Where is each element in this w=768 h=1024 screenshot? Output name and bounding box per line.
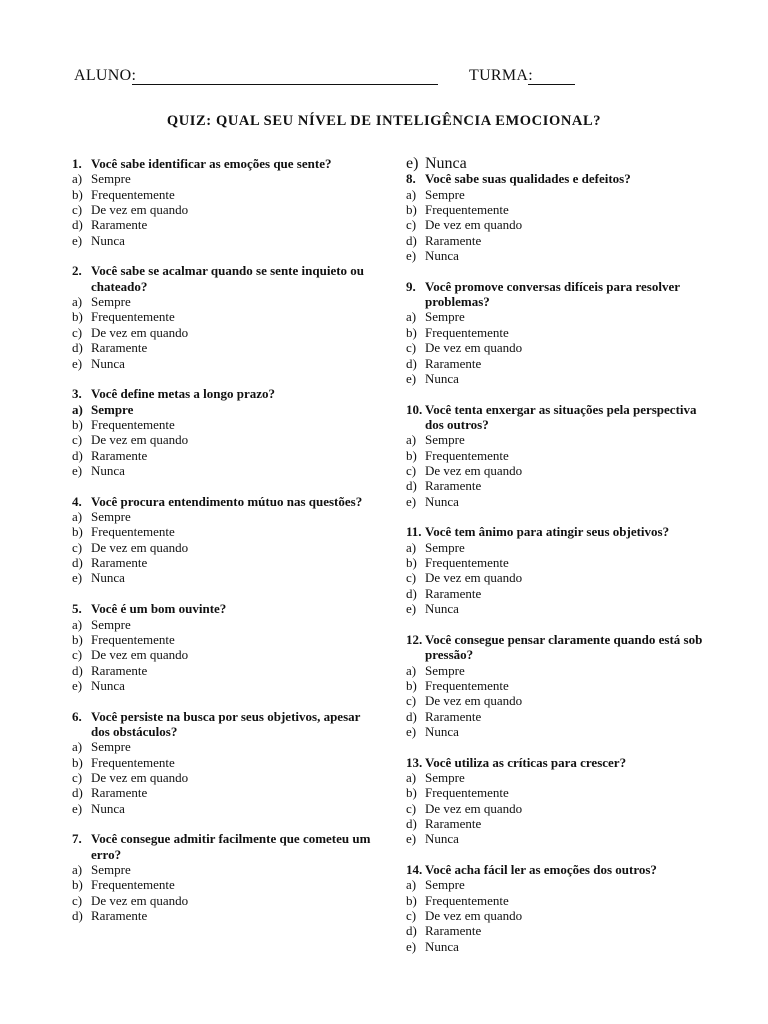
question-number: 6. (72, 708, 82, 724)
question-5 (72, 601, 372, 693)
option-letter: c) (406, 800, 417, 816)
option-label: De vez em quando (91, 892, 189, 908)
option-d[interactable] (406, 233, 706, 248)
question-number: 4. (72, 493, 82, 509)
option-label: Sempre (91, 739, 131, 755)
option-letter: a) (406, 769, 417, 785)
option-d[interactable] (406, 709, 706, 724)
question-label: Você utiliza as críticas para crescer? (425, 754, 627, 770)
option-a[interactable] (406, 432, 706, 447)
option-letter: b) (406, 202, 417, 218)
option-e[interactable] (406, 156, 706, 171)
option-letter: a) (72, 862, 83, 878)
question-number: 10. (406, 401, 423, 417)
option-letter: b) (406, 447, 417, 463)
option-label: Nunca (91, 462, 125, 478)
option-letter: d) (72, 447, 83, 463)
option-a[interactable] (406, 187, 706, 202)
option-a[interactable] (72, 171, 372, 186)
left-column (72, 156, 372, 923)
option-letter: d) (72, 908, 83, 924)
option-e[interactable] (72, 678, 372, 693)
option-label: De vez em quando (425, 462, 523, 478)
option-letter: d) (72, 217, 83, 233)
option-a[interactable] (72, 402, 372, 417)
option-label: Sempre (91, 862, 131, 878)
option-letter: e) (72, 355, 83, 371)
option-label: De vez em quando (91, 647, 189, 663)
question-3 (72, 386, 372, 478)
right-column (406, 156, 706, 954)
option-d[interactable] (72, 785, 372, 800)
option-d[interactable] (72, 663, 372, 678)
option-b[interactable] (72, 877, 372, 892)
question-text (72, 831, 372, 862)
option-b[interactable] (72, 417, 372, 432)
option-a[interactable] (72, 509, 372, 524)
option-b[interactable] (406, 202, 706, 217)
option-d[interactable] (72, 908, 372, 923)
option-letter: e) (72, 232, 83, 248)
option-letter: c) (72, 769, 83, 785)
option-letter: d) (406, 816, 417, 832)
option-letter: b) (406, 324, 417, 340)
option-letter: e) (406, 370, 417, 386)
option-label: De vez em quando (425, 693, 523, 709)
option-d[interactable] (406, 478, 706, 493)
option-e[interactable] (72, 801, 372, 816)
option-c[interactable] (406, 570, 706, 585)
option-letter: c) (406, 462, 417, 478)
option-letter: d) (406, 232, 417, 248)
option-label: Raramente (91, 217, 148, 233)
option-label: Raramente (91, 447, 148, 463)
option-letter: d) (406, 585, 417, 601)
option-label: Nunca (425, 155, 467, 172)
question-label: Você é um bom ouvinte? (91, 601, 227, 617)
option-letter: a) (406, 877, 417, 893)
option-letter: d) (406, 923, 417, 939)
option-e[interactable] (72, 356, 372, 371)
option-letter: d) (72, 555, 83, 571)
option-label: Sempre (91, 294, 131, 310)
question-label: Você persiste na busca por seus objetivos, apesar dos obstáculos? (91, 708, 361, 739)
option-label: Frequentemente (91, 416, 175, 432)
option-label: Frequentemente (425, 447, 509, 463)
question-label: Você sabe identificar as emoções que sente? (91, 156, 332, 171)
option-label: Sempre (91, 509, 131, 525)
option-label: Raramente (91, 785, 148, 801)
option-label: Sempre (425, 432, 465, 448)
option-letter: b) (72, 524, 83, 540)
option-d[interactable] (72, 448, 372, 463)
option-label: De vez em quando (425, 570, 523, 586)
option-label: Raramente (425, 232, 482, 248)
option-e[interactable] (72, 233, 372, 248)
option-a[interactable] (406, 877, 706, 892)
question-7 (72, 831, 372, 923)
option-c[interactable] (406, 693, 706, 708)
option-letter: a) (406, 539, 417, 555)
option-a[interactable] (406, 309, 706, 324)
option-letter: a) (72, 401, 83, 417)
option-c[interactable] (72, 893, 372, 908)
option-letter: d) (72, 340, 83, 356)
option-label: Nunca (425, 248, 459, 264)
option-letter: d) (72, 785, 83, 801)
option-b[interactable] (72, 309, 372, 324)
quiz-title: QUIZ: QUAL SEU NÍVEL DE INTELIGÊNCIA EMOCIONAL? (166, 113, 602, 129)
option-label: Nunca (425, 493, 459, 509)
question-9 (406, 279, 706, 386)
option-label: De vez em quando (91, 202, 189, 218)
option-a[interactable] (72, 862, 372, 877)
option-letter: b) (72, 186, 83, 202)
question-text (72, 709, 372, 740)
option-label: Nunca (425, 601, 459, 617)
option-label: Sempre (425, 309, 465, 325)
option-letter: c) (72, 647, 83, 663)
question-text (72, 601, 372, 616)
question-number: 1. (72, 156, 82, 171)
option-label: Raramente (91, 340, 148, 356)
aluno-label: ALUNO: (74, 67, 137, 84)
question-14 (406, 862, 706, 954)
option-letter: c) (406, 570, 417, 586)
option-letter: e) (72, 570, 83, 586)
question-label: Você sabe se acalmar quando se sente inquieto ou chateado? (91, 263, 365, 294)
option-letter: a) (72, 616, 83, 632)
question-1 (72, 156, 372, 248)
option-label: De vez em quando (425, 217, 523, 233)
option-a[interactable] (72, 617, 372, 632)
option-e[interactable] (406, 939, 706, 954)
option-letter: c) (406, 908, 417, 924)
option-label: De vez em quando (425, 800, 523, 816)
option-letter: b) (406, 892, 417, 908)
question-4 (72, 494, 372, 586)
option-label: Frequentemente (91, 186, 175, 202)
option-letter: d) (72, 662, 83, 678)
option-letter: a) (72, 509, 83, 525)
option-letter: a) (72, 171, 83, 187)
option-label: Sempre (91, 401, 134, 417)
option-letter: b) (72, 877, 83, 893)
question-text (406, 171, 706, 186)
question-label: Você define metas a longo prazo? (91, 386, 276, 402)
option-a[interactable] (406, 540, 706, 555)
option-d[interactable] (406, 586, 706, 601)
option-letter: a) (72, 294, 83, 310)
option-label: Nunca (425, 938, 459, 954)
option-label: Sempre (91, 171, 131, 187)
question-text (72, 263, 372, 294)
option-c[interactable] (72, 770, 372, 785)
option-label: Frequentemente (425, 892, 509, 908)
option-label: Raramente (425, 816, 482, 832)
option-label: Sempre (91, 616, 131, 632)
option-label: Raramente (91, 908, 148, 924)
option-c[interactable] (72, 432, 372, 447)
option-d[interactable] (72, 555, 372, 570)
question-label: Você consegue pensar claramente quando está sob pressão? (425, 631, 703, 663)
option-label: Raramente (425, 923, 482, 939)
option-d[interactable] (72, 340, 372, 355)
option-letter: c) (406, 693, 417, 709)
question-6 (72, 709, 372, 816)
option-label: Frequentemente (425, 202, 509, 218)
option-label: Raramente (91, 555, 148, 571)
option-letter: b) (406, 677, 417, 693)
option-b[interactable] (406, 893, 706, 908)
option-label: Frequentemente (425, 555, 509, 571)
option-d[interactable] (406, 923, 706, 938)
option-a[interactable] (72, 294, 372, 309)
option-c[interactable] (72, 647, 372, 662)
student-header (74, 67, 694, 89)
question-label: Você acha fácil ler as emoções dos outros? (425, 862, 657, 878)
option-letter: c) (72, 539, 83, 555)
option-b[interactable] (406, 325, 706, 340)
option-label: Sempre (425, 186, 465, 202)
option-label: Raramente (425, 478, 482, 494)
option-letter: b) (72, 631, 83, 647)
option-label: Nunca (425, 831, 459, 847)
option-letter: b) (72, 754, 83, 770)
option-letter: b) (406, 555, 417, 571)
question-11 (406, 524, 706, 616)
option-label: Nunca (91, 570, 125, 586)
option-e[interactable] (406, 724, 706, 739)
question-number: 14. (406, 862, 423, 878)
option-label: De vez em quando (91, 432, 189, 448)
option-e[interactable] (406, 831, 706, 846)
option-label: Frequentemente (91, 524, 175, 540)
option-label: Frequentemente (425, 677, 509, 693)
question-13 (406, 755, 706, 847)
option-b[interactable] (72, 187, 372, 202)
turma-blank[interactable] (528, 84, 575, 85)
option-a[interactable] (406, 770, 706, 785)
question-10 (406, 402, 706, 509)
option-label: Sempre (425, 539, 465, 555)
option-label: Frequentemente (91, 754, 175, 770)
question-text (406, 755, 706, 770)
option-label: Sempre (425, 662, 465, 678)
option-label: Frequentemente (425, 785, 509, 801)
option-c[interactable] (406, 217, 706, 232)
option-label: De vez em quando (425, 908, 523, 924)
option-letter: a) (406, 309, 417, 325)
option-e[interactable] (406, 601, 706, 616)
option-b[interactable] (406, 555, 706, 570)
option-letter: b) (72, 309, 83, 325)
option-c[interactable] (406, 801, 706, 816)
question-8 (406, 171, 706, 263)
option-label: Raramente (91, 662, 148, 678)
option-c[interactable] (72, 540, 372, 555)
option-letter: d) (406, 355, 417, 371)
option-label: Frequentemente (91, 877, 175, 893)
option-label: De vez em quando (91, 769, 189, 785)
option-a[interactable] (72, 739, 372, 754)
option-letter: c) (72, 432, 83, 448)
option-label: Nunca (91, 355, 125, 371)
option-letter: b) (72, 416, 83, 432)
option-e[interactable] (72, 463, 372, 478)
option-letter: c) (72, 892, 83, 908)
question-number: 9. (406, 278, 416, 294)
question-number: 2. (72, 263, 82, 279)
turma-label: TURMA: (469, 67, 534, 84)
option-c[interactable] (72, 202, 372, 217)
option-c[interactable] (72, 325, 372, 340)
option-letter: a) (406, 662, 417, 678)
option-label: Nunca (91, 677, 125, 693)
question-number: 8. (406, 171, 416, 187)
option-label: Raramente (425, 585, 482, 601)
option-e[interactable] (406, 371, 706, 386)
question-label: Você procura entendimento mútuo nas questões? (91, 493, 363, 509)
option-e[interactable] (72, 570, 372, 585)
question-number: 7. (72, 831, 82, 847)
option-c[interactable] (406, 463, 706, 478)
option-letter: d) (406, 708, 417, 724)
option-letter: c) (72, 202, 83, 218)
question-number: 12. (406, 631, 423, 647)
option-letter: e) (406, 155, 419, 172)
option-letter: a) (406, 186, 417, 202)
option-d[interactable] (406, 356, 706, 371)
question-text (406, 862, 706, 877)
question-text (72, 494, 372, 509)
option-label: Sempre (425, 877, 465, 893)
question-text (406, 402, 706, 433)
option-e[interactable] (406, 494, 706, 509)
option-label: Nunca (425, 370, 459, 386)
option-label: De vez em quando (91, 539, 189, 555)
option-c[interactable] (406, 340, 706, 355)
option-letter: c) (406, 217, 417, 233)
question-2 (72, 263, 372, 370)
option-letter: e) (406, 601, 417, 617)
option-letter: c) (72, 324, 83, 340)
question-number: 3. (72, 386, 82, 402)
option-d[interactable] (406, 816, 706, 831)
question-number: 5. (72, 601, 82, 617)
option-c[interactable] (406, 908, 706, 923)
option-label: Nunca (91, 232, 125, 248)
option-a[interactable] (406, 663, 706, 678)
option-b[interactable] (72, 524, 372, 539)
option-letter: e) (406, 248, 417, 264)
question-text (72, 386, 372, 401)
option-letter: e) (406, 831, 417, 847)
option-label: De vez em quando (425, 340, 523, 356)
question-text (72, 156, 372, 171)
option-letter: e) (406, 938, 417, 954)
option-letter: a) (406, 432, 417, 448)
question-label: Você tem ânimo para atingir seus objetivos? (425, 524, 670, 540)
option-b[interactable] (72, 755, 372, 770)
question-label: Você sabe suas qualidades e defeitos? (425, 171, 631, 187)
question-text (406, 524, 706, 539)
option-letter: e) (72, 462, 83, 478)
option-letter: b) (406, 785, 417, 801)
question-label: Você tenta enxergar as situações pela perspectiva dos outros? (425, 401, 697, 432)
option-letter: a) (72, 739, 83, 755)
option-label: Raramente (425, 355, 482, 371)
question-12 (406, 632, 706, 739)
option-label: De vez em quando (91, 324, 189, 340)
option-label: Frequentemente (425, 324, 509, 340)
option-letter: e) (406, 493, 417, 509)
option-b[interactable] (72, 632, 372, 647)
option-d[interactable] (72, 217, 372, 232)
option-letter: e) (72, 800, 83, 816)
option-label: Nunca (425, 723, 459, 739)
option-letter: e) (72, 677, 83, 693)
aluno-name-blank[interactable] (132, 84, 438, 85)
option-letter: e) (406, 723, 417, 739)
option-label: Frequentemente (91, 631, 175, 647)
option-label: Frequentemente (91, 309, 175, 325)
option-letter: c) (406, 340, 417, 356)
option-e[interactable] (406, 248, 706, 263)
question-text (406, 632, 706, 663)
option-label: Sempre (425, 769, 465, 785)
option-letter: d) (406, 478, 417, 494)
question-label: Você promove conversas difíceis para resolver problemas? (425, 278, 680, 310)
option-label: Nunca (91, 800, 125, 816)
question-label: Você consegue admitir facilmente que cometeu um erro? (91, 831, 371, 862)
question-text (406, 279, 706, 310)
question-number: 13. (406, 754, 423, 770)
option-b[interactable] (406, 448, 706, 463)
question-number: 11. (406, 524, 422, 540)
option-b[interactable] (406, 785, 706, 800)
option-label: Raramente (425, 708, 482, 724)
option-b[interactable] (406, 678, 706, 693)
